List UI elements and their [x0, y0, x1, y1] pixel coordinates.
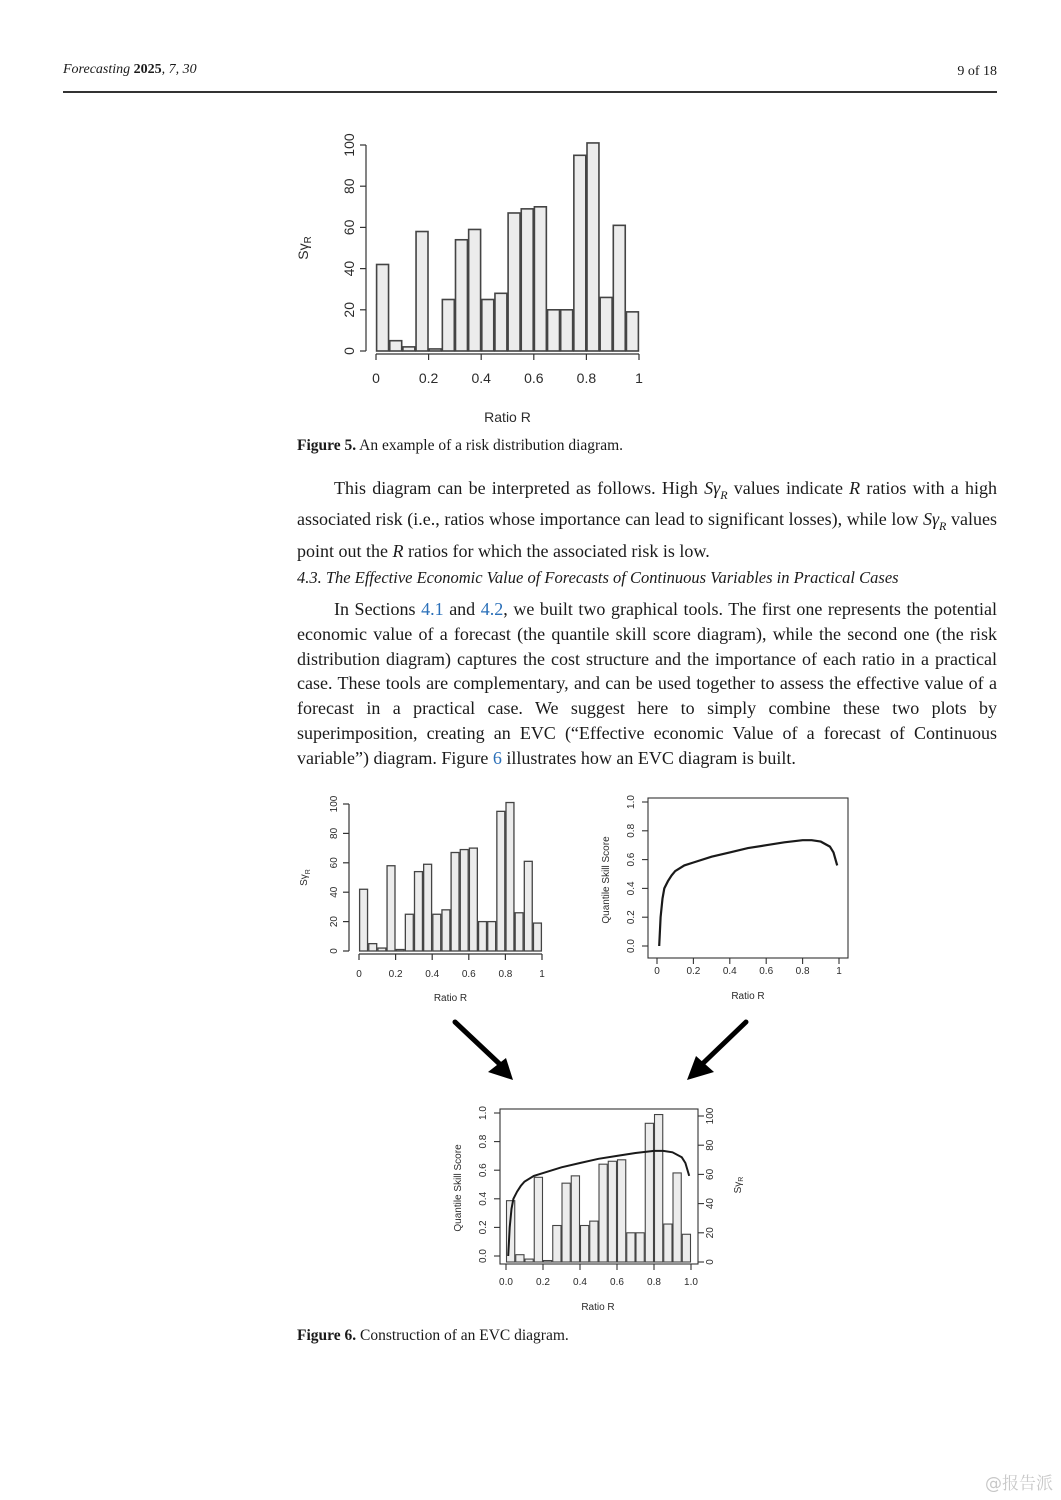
histogram-bar: [403, 347, 415, 351]
svg-text:0.8: 0.8: [478, 1134, 489, 1149]
histogram-bar: [390, 341, 402, 351]
histogram-bar: [469, 229, 481, 351]
histogram-bar: [645, 1123, 653, 1262]
svg-text:0.8: 0.8: [626, 823, 637, 838]
figure-5-chart: [290, 120, 660, 430]
histogram-bar: [626, 312, 638, 351]
svg-text:1: 1: [836, 966, 842, 977]
histogram-bar: [377, 264, 389, 351]
page-number: 9 of 18: [957, 64, 997, 79]
link-figure-6[interactable]: 6: [492, 747, 502, 768]
histogram-bar: [360, 889, 368, 951]
histogram-bar: [497, 811, 505, 951]
histogram-bar: [618, 1160, 626, 1262]
figure-6-qss-curve: [595, 790, 855, 1005]
svg-text:40: 40: [341, 260, 357, 277]
svg-text:SγR: $S\gamma_R$: [733, 1176, 745, 1194]
svg-text:60: 60: [705, 1168, 716, 1180]
histogram-bar: [548, 310, 560, 351]
svg-text:40: 40: [705, 1198, 716, 1210]
figure-6-caption: Figure 6. Construction of an EVC diagram.: [297, 1327, 569, 1344]
figure-6-risk-histogram: [295, 790, 555, 1005]
svg-text:20: 20: [705, 1227, 716, 1239]
svg-text:Quantile Skill Score: Quantile Skill Score: [601, 836, 612, 924]
qss-curve: [659, 840, 837, 946]
histogram-bar: [562, 1183, 570, 1262]
histogram-bar: [416, 232, 428, 351]
svg-text:0.6: 0.6: [610, 1277, 624, 1288]
histogram-bar: [469, 848, 477, 951]
histogram-bar: [515, 913, 523, 951]
y-axis-label: $S\gamma_R$: [299, 869, 312, 886]
svg-text:100: 100: [329, 795, 340, 813]
svg-text:60: 60: [329, 857, 340, 869]
plot-box: [648, 798, 848, 958]
histogram-bar: [561, 310, 573, 351]
figure-5-caption: Figure 5. An example of a risk distribution diagram.: [297, 437, 624, 454]
histogram-bar: [524, 861, 532, 951]
journal-citation: Forecasting 2025, 7, 30: [63, 62, 197, 77]
svg-text:100: 100: [341, 133, 357, 157]
svg-text:0.2: 0.2: [478, 1220, 489, 1235]
histogram-bar: [533, 923, 541, 951]
histogram-bar: [636, 1233, 644, 1262]
histogram-bar: [571, 1176, 579, 1262]
svg-text:100: 100: [705, 1107, 716, 1125]
histogram-bar: [495, 293, 507, 351]
histogram-bar: [553, 1226, 561, 1263]
histogram-bar: [664, 1224, 672, 1262]
histogram-bar: [600, 297, 612, 351]
svg-text:0: 0: [654, 966, 660, 977]
svg-text:80: 80: [329, 827, 340, 839]
svg-text:0.2: 0.2: [388, 969, 403, 980]
svg-text:0.2: 0.2: [626, 910, 637, 925]
histogram-bar: [415, 872, 423, 951]
histogram-bar: [506, 803, 514, 951]
section-heading-4-3: 4.3. The Effective Economic Value of Forecasts of Continuous Variables in Practical Cases: [297, 568, 899, 587]
svg-text:0.8: 0.8: [795, 966, 810, 977]
histogram-bar: [599, 1164, 607, 1262]
svg-text:80: 80: [341, 178, 357, 194]
svg-text:0.6: 0.6: [759, 966, 774, 977]
svg-text:40: 40: [329, 886, 340, 898]
arrow-down-right-icon: [455, 1022, 513, 1080]
histogram-bar: [378, 948, 386, 951]
y-axis-label: $S\gamma_R$: [295, 236, 314, 260]
svg-text:0.8: 0.8: [576, 370, 597, 386]
svg-text:Ratio R: Ratio R: [581, 1302, 615, 1313]
svg-text:0.2: 0.2: [418, 370, 439, 386]
link-section-4-2[interactable]: 4.2: [480, 599, 504, 619]
histogram-bar: [587, 143, 599, 351]
histogram-bar: [424, 864, 432, 951]
histogram-bar: [534, 1177, 542, 1262]
svg-text:0.6: 0.6: [478, 1163, 489, 1178]
svg-text:1.0: 1.0: [684, 1277, 698, 1288]
svg-text:0.8: 0.8: [498, 969, 513, 980]
histogram-bar: [460, 850, 468, 951]
histogram-bar: [581, 1226, 589, 1263]
svg-text:0.4: 0.4: [626, 881, 637, 896]
svg-text:0.6: 0.6: [626, 852, 637, 867]
svg-text:0.4: 0.4: [471, 370, 491, 386]
histogram-bar: [682, 1234, 690, 1262]
histogram-bar: [655, 1115, 663, 1262]
histogram-bar: [482, 300, 494, 352]
link-section-4-1[interactable]: 4.1: [421, 599, 444, 619]
svg-text:0.0: 0.0: [499, 1277, 513, 1288]
svg-text:0.0: 0.0: [478, 1249, 489, 1263]
svg-text:1.0: 1.0: [478, 1106, 489, 1120]
bars: [377, 143, 639, 351]
svg-text:0.4: 0.4: [478, 1191, 489, 1206]
svg-text:80: 80: [705, 1139, 716, 1151]
figure-6-arrows: [440, 1010, 760, 1100]
figure-6-evc-diagram: [445, 1100, 765, 1320]
svg-text:0: 0: [341, 347, 357, 355]
histogram-bar: [369, 944, 377, 951]
histogram-bar: [508, 213, 520, 351]
paragraph-interpretation: This diagram can be interpreted as follows. High $S\gamma_R$ values indicate R ratios with a high associated risk (i.e., ratios whose importance can lead to significant losses), while low $S\gamma_R$ values point out the R ratios for which the associated risk is low.: [297, 478, 997, 561]
histogram-bar: [608, 1161, 616, 1262]
bars: [360, 803, 542, 951]
histogram-bar: [442, 300, 454, 352]
histogram-bar: [451, 853, 459, 951]
paragraph-evc: In Sections 4.1 and 4.2, we built two graphical tools. The first one represents the potential economic value of a forecast (the quantile skill score diagram), while the second one (the risk distribution diagram) captures the cost structure and the importance of each ratio in a practical case. These tools are complementary, and can be used together to assess the effective value of a forecast in a practical case. We suggest here to simply combine these two plots by superimposition, creating an EVC (“Effective economic Value of a forecast of Continuous variable”) diagram. Figure 6 illustrates how an EVC diagram is built.: [297, 599, 997, 768]
histogram-bar: [405, 914, 413, 951]
svg-text:Ratio R: Ratio R: [731, 991, 765, 1002]
svg-text:0.2: 0.2: [536, 1277, 550, 1288]
histogram-bar: [442, 910, 450, 951]
histogram-bar: [627, 1233, 635, 1262]
histogram-bar: [396, 950, 404, 951]
x-axis-label: Ratio R: [433, 993, 468, 1004]
svg-text:0.6: 0.6: [524, 370, 544, 386]
svg-text:0: 0: [356, 969, 362, 980]
histogram-bar: [488, 922, 496, 951]
histogram-bar: [590, 1221, 598, 1262]
svg-text:0: 0: [329, 948, 340, 954]
histogram-bar: [574, 155, 586, 351]
histogram-bar: [479, 922, 487, 951]
histogram-bar: [525, 1259, 533, 1262]
x-axis-label: Ratio R: [484, 409, 531, 425]
svg-text:0.2: 0.2: [686, 966, 701, 977]
svg-text:60: 60: [341, 219, 357, 236]
histogram-bar: [516, 1255, 524, 1262]
watermark: @报告派: [985, 1474, 1053, 1494]
svg-text:Quantile Skill Score: Quantile Skill Score: [453, 1144, 464, 1232]
svg-text:1.0: 1.0: [626, 795, 637, 809]
svg-text:0.4: 0.4: [573, 1277, 587, 1288]
svg-text:20: 20: [329, 916, 340, 928]
histogram-bar: [544, 1261, 552, 1262]
svg-text:1: 1: [539, 969, 545, 980]
svg-text:0.6: 0.6: [461, 969, 476, 980]
svg-text:0: 0: [372, 370, 380, 386]
svg-text:0: 0: [705, 1259, 716, 1265]
header-rule: [63, 91, 997, 93]
histogram-bar: [387, 866, 395, 951]
svg-text:0.4: 0.4: [722, 966, 737, 977]
svg-text:0.0: 0.0: [626, 939, 637, 953]
page-header: [63, 62, 997, 84]
svg-text:20: 20: [341, 302, 357, 318]
histogram-bar: [613, 225, 625, 351]
svg-text:0.8: 0.8: [647, 1277, 661, 1288]
histogram-bar: [673, 1173, 681, 1262]
histogram-bar: [534, 207, 546, 351]
arrow-down-left-icon: [687, 1022, 746, 1080]
svg-text:0.4: 0.4: [425, 969, 440, 980]
histogram-bar: [456, 240, 468, 351]
histogram-bar: [521, 209, 533, 351]
svg-text:1: 1: [635, 370, 643, 386]
histogram-bar: [429, 349, 441, 351]
histogram-bar: [433, 914, 441, 951]
